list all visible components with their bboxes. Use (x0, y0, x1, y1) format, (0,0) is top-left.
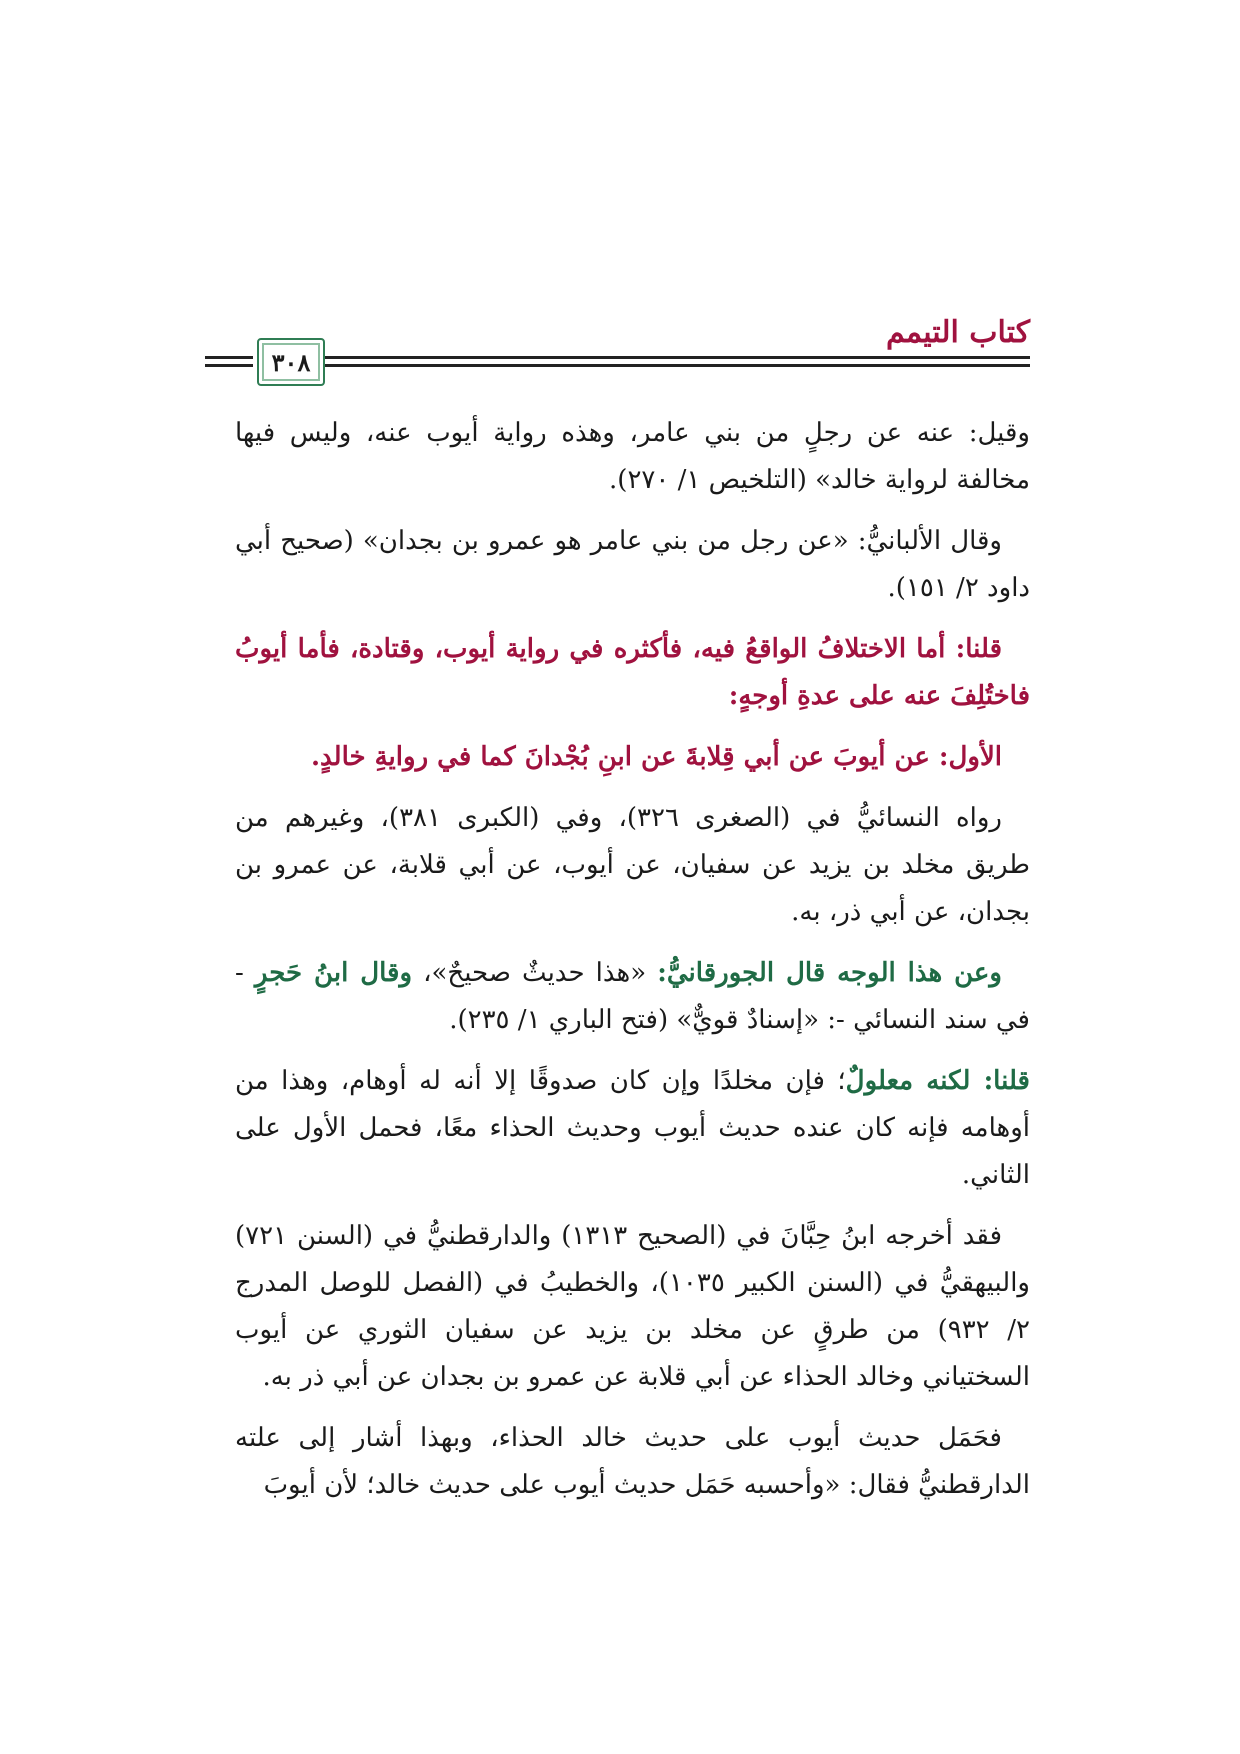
paragraph: فقد أخرجه ابنُ حِبَّانَ في (الصحيح ١٣١٣) والدارقطنيُّ في (السنن ٧٢١) والبيهقيُّ في (السنن الكبير ١٠٣٥)، والخطيبُ في (الفصل للوصل المدرج ٢/ ٩٣٢) من طرقٍ عن مخلد بن يزيد عن سفيان الثوري عن أيوب السختياني وخالد الحذاء عن أبي قلابة عن عمرو بن بجدان عن أبي ذر به. (235, 1221, 1031, 1392)
header-rule-left-bottom (205, 364, 253, 367)
paragraph (235, 734, 1030, 781)
paragraph: فحَمَل حديث أيوب على حديث خالد الحذاء، وبهذا أشار إلى علته الدارقطنيُّ فقال: «وأحسبه حَمَل حديث أيوب على حديث خالد؛ لأن أيوبَ (235, 1423, 1030, 1500)
header-rule-top (325, 356, 1030, 359)
header-rule-bottom (325, 364, 1030, 367)
book-title: كتاب التيمم (885, 315, 1030, 350)
paragraph: وقال الألبانيُّ: «عن رجل من بني عامر هو عمرو بن بجدان» (صحيح أبي داود ٢/ ١٥١). (235, 526, 1030, 603)
paragraph: وقيل: عنه عن رجلٍ من بني عامر، وهذه رواية أيوب عنه، وليس فيها مخالفة لرواية خالد» (التلخيص ١/ ٢٧٠). (235, 418, 1030, 495)
page-header (205, 315, 1030, 388)
paragraph: قلنا: لكنه معلولٌ؛ فإن مخلدًا وإن كان صدوقًا إلا أنه له أوهام، وهذا من أوهامه فإنه كان عنده حديث أيوب وحديث الحذاء معًا، فحمل الأول على الثاني. (235, 1066, 1030, 1190)
paragraph: قلنا: أما الاختلافُ الواقعُ فيه، فأكثره في رواية أيوب، وقتادة، فأما أيوبُ فاختُلِفَ عنه على عدةِ أوجهٍ: (235, 634, 1030, 711)
page-number: ٣٠٨ (271, 347, 311, 377)
page-number-badge (257, 338, 325, 386)
page-body (235, 410, 1030, 1523)
header-rule-left-top (205, 356, 253, 359)
paragraph: رواه النسائيُّ في (الصغرى ٣٢٦)، وفي (الكبرى ٣٨١)، وغيرهم من طريق مخلد بن يزيد عن سفيان، عن أيوب، عن أبي قلابة، عن عمرو بن بجدان، عن أبي ذر، به. (235, 803, 1030, 927)
section-heading: الأول: عن أيوبَ عن أبي قِلابةَ عن ابنِ بُجْدانَ كما في روايةِ خالدٍ. (310, 742, 1002, 772)
qulna-label: قلنا (965, 634, 1002, 664)
paragraph: وعن هذا الوجه قال الجورقانيُّ: «هذا حديثٌ صحيحٌ»، وقال ابنُ حَجرٍ - في سند النسائي -: «إسنادٌ قويٌّ» (فتح الباري ١/ ٢٣٥). (235, 958, 1030, 1035)
